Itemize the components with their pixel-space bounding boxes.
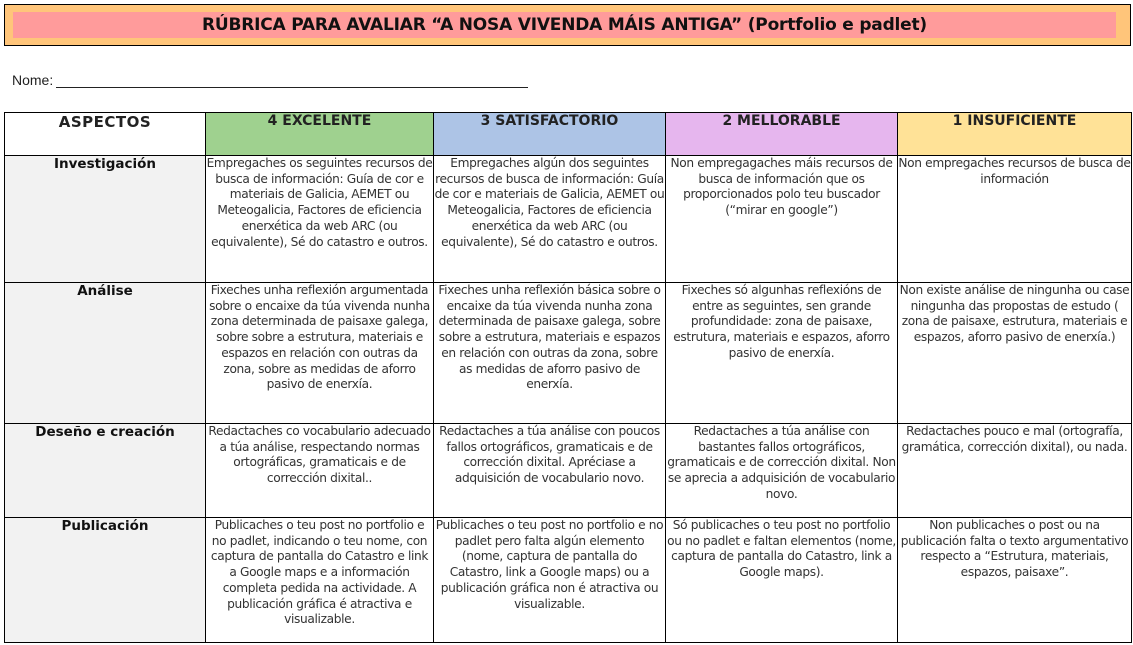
table-row-analise	[5, 283, 1132, 424]
name-input-line[interactable]	[56, 73, 528, 88]
criterion-cell-2: Só publicaches o teu post no portfolio ou no padlet e faltan elementos (nome, captura de pantalla do Catastro, link a Google maps).	[666, 518, 898, 643]
title-highlight	[13, 12, 1116, 38]
criterion-cell-1: Non publicaches o post ou na publicación falta o texto argumentativo respecto a “Estrutura, materiais, espazos, paisaxe”.	[898, 518, 1132, 643]
criterion-cell-2: Redactaches a túa análise con bastantes fallos ortográficos, gramaticais e de corrección dixital. Non se aprecia a adquisición de vocabulario novo.	[666, 424, 898, 518]
criterion-cell-3: Empregaches algún dos seguintes recursos de busca de información: Guía de cor e materiais de Galicia, AEMET ou Meteogalicia, Factores de eficiencia enerxética da web ARC (ou equivalente), Sé do catastro e outros.	[434, 156, 666, 283]
header-row	[5, 113, 1132, 156]
table-row-publicacion	[5, 518, 1132, 643]
aspect-label: Análise	[5, 283, 206, 424]
table-row-investigacion	[5, 156, 1132, 283]
column-header-insuficiente: 1 INSUFICIENTE	[898, 113, 1132, 156]
title-banner	[4, 4, 1131, 46]
column-header-mellorable: 2 MELLORABLE	[666, 113, 898, 156]
rubric-table	[4, 112, 1132, 643]
aspect-label: Investigación	[5, 156, 206, 283]
name-label: Nome:	[12, 72, 54, 88]
criterion-cell-3: Fixeches unha reflexión básica sobre o encaixe da túa vivenda nunha zona determinada de paisaxe galega, sobre sobre a estrutura, materiais e espazos en relación con outras da zona, sobre as medidas de aforro pasivo de enerxía.	[434, 283, 666, 424]
column-header-satisfactorio: 3 SATISFACTORIO	[434, 113, 666, 156]
criterion-cell-3: Redactaches a túa análise con poucos fallos ortográficos, gramaticais e de corrección dixital. Apréciase a adquisición de vocabulario novo.	[434, 424, 666, 518]
table-row-deseno-e-creacion	[5, 424, 1132, 518]
criterion-cell-2: Non empregagaches máis recursos de busca de información que os proporcionados polo teu buscador (“mirar en google”)	[666, 156, 898, 283]
criterion-cell-4: Empregaches os seguintes recursos de busca de información: Guía de cor e materiais de Galicia, AEMET ou Meteogalicia, Factores de eficiencia enerxética da web ARC (ou equivalente), Sé do catastro e outros.	[206, 156, 434, 283]
page-title: RÚBRICA PARA AVALIAR “A NOSA VIVENDA MÁIS ANTIGA” (Portfolio e padlet)	[201, 15, 927, 35]
criterion-cell-4: Fixeches unha reflexión argumentada sobre o encaixe da túa vivenda nunha zona determinada de paisaxe galega, sobre sobre a estrutura, materiais e espazos en relación con outras da zona, sobre as medidas de aforro pasivo de enerxía.	[206, 283, 434, 424]
criterion-cell-3: Publicaches o teu post no portfolio e no padlet pero falta algún elemento (nome, captura de pantalla do Catastro, link a Google maps) ou a publicación gráfica non é atractiva ou visualizable.	[434, 518, 666, 643]
criterion-cell-2: Fixeches só algunhas reflexións de entre as seguintes, sen grande profundidade: zona de paisaxe, estrutura, materiais e espazos, aforro pasivo de enerxía.	[666, 283, 898, 424]
aspect-label: Publicación	[5, 518, 206, 643]
criterion-cell-1: Redactaches pouco e mal (ortografía, gramática, corrección dixital), ou nada.	[898, 424, 1132, 518]
column-header-aspects: ASPECTOS	[5, 113, 206, 156]
criterion-cell-1: Non empregaches recursos de busca de información	[898, 156, 1132, 283]
criterion-cell-1: Non existe análise de ningunha ou case ningunha das propostas de estudo ( zona de paisaxe, estrutura, materiais e espazos, aforro pasivo de enerxía.)	[898, 283, 1132, 424]
aspect-label: Deseño e creación	[5, 424, 206, 518]
column-header-excelente: 4 EXCELENTE	[206, 113, 434, 156]
criterion-cell-4: Publicaches o teu post no portfolio e no padlet, indicando o teu nome, con captura de pantalla do Catastro e link a Google maps e a información completa pedida na actividade. A publicación gráfica é atractiva e visualizable.	[206, 518, 434, 643]
criterion-cell-4: Redactaches co vocabulario adecuado a túa análise, respectando normas ortográficas, gramaticais e de corrección dixital..	[206, 424, 434, 518]
name-field-row	[12, 72, 528, 88]
